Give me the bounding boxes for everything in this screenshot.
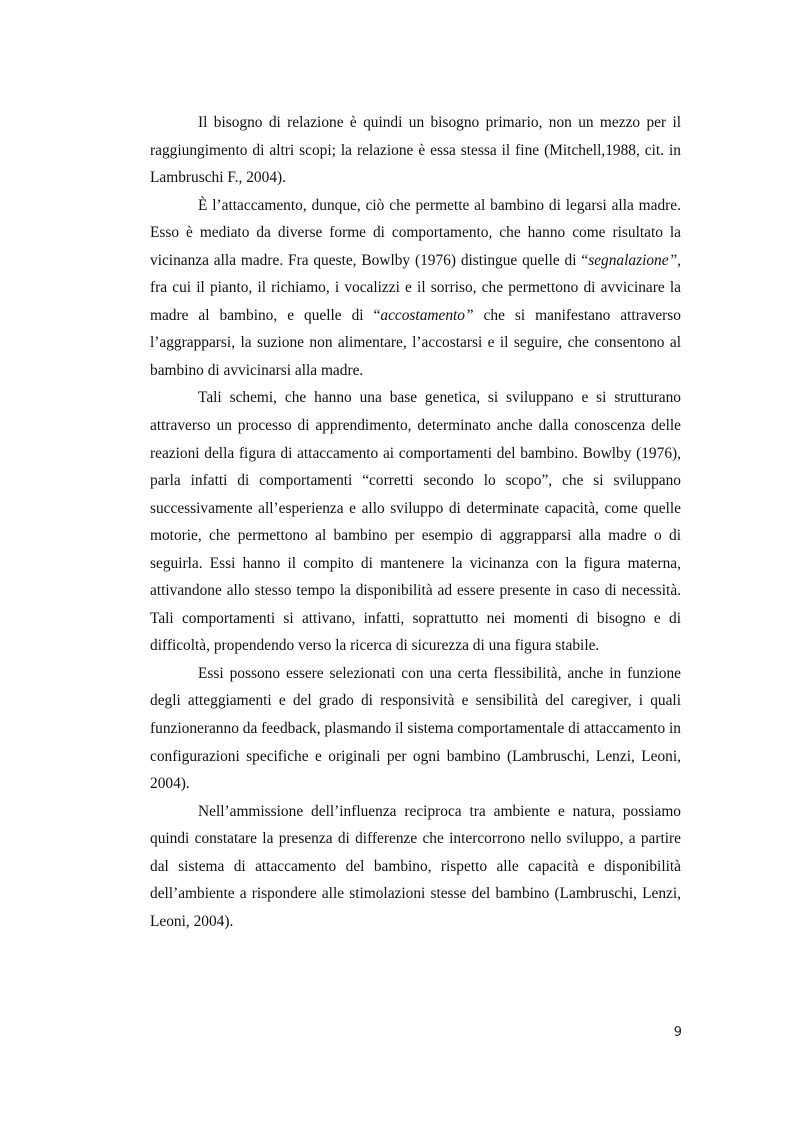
paragraph-3 — [150, 384, 681, 659]
paragraph-2-text: che si manifestano attraverso l’aggrapparsi, la suzione non alimentare, l’accostarsi e il seguire, che consentono al bambino di avvicinarsi alla madre. — [150, 306, 681, 379]
paragraph-5-text: Nell’ammissione dell’influenza reciproca tra ambiente e natura, possiamo quindi constatare la presenza di differenze che intercorrono nello sviluppo, a partire dal sistema di attaccamento del bambino, rispetto alle capacità e disponibilità dell’ambiente a rispondere alle stimolazioni stesse del bambino (Lambruschi, Lenzi, Leoni, 2004). — [150, 802, 681, 930]
body-text — [150, 109, 681, 935]
paragraph-1-text: Il bisogno di relazione è quindi un bisogno primario, non un mezzo per il raggiungimento di altri scopi; la relazione è essa stessa il fine (Mitchell,1988, cit. in Lambruschi F., 2004). — [150, 114, 681, 187]
paragraph-1 — [150, 109, 681, 192]
paragraph-4 — [150, 660, 681, 798]
paragraph-2-text: , fra cui il pianto, il richiamo, i vocalizzi e il sorriso, che permettono di avvicinare la madre al bambino, e quelle di “ — [150, 251, 681, 324]
paragraph-2 — [150, 192, 681, 385]
paragraph-3-text: Tali schemi, che hanno una base genetica, si sviluppano e si strutturano attraverso un processo di apprendimento, determinato anche dalla conoscenza delle reazioni della figura di attaccamento ai comportamenti del bambino. Bowlby (1976), parla infatti di comportamenti “corretti secondo lo scopo”, che si sviluppano successivamente all’esperienza e allo sviluppo di determinate capacità, come quelle motorie, che permettono al bambino per esempio di aggrapparsi alla madre o di seguirla. Essi hanno il compito di mantenere la vicinanza con la figura materna, attivandone allo stesso tempo la disponibilità ad essere presente in caso di necessità. Tali comportamenti si attivano, infatti, soprattutto nei momenti di bisogno e di difficoltà, propendendo verso la ricerca di sicurezza di una figura stabile. — [150, 389, 681, 655]
page-number: 9 — [673, 1025, 682, 1040]
paragraph-2-text: È l’attaccamento, dunque, ciò che permette al bambino di legarsi alla madre. Esso è mediato da diverse forme di comportamento, che hanno come risultato la vicinanza alla madre. Fra queste, Bowlby (1976) distingue quelle di “ — [150, 196, 681, 269]
paragraph-4-text: Essi possono essere selezionati con una certa flessibilità, anche in funzione degli atteggiamenti e del grado di responsività e sensibilità del caregiver, i quali funzioneranno da feedback, plasmando il sistema comportamentale di attaccamento in configurazioni specifiche e originali per ogni bambino (Lambruschi, Lenzi, Leoni, 2004). — [150, 664, 681, 793]
paragraph-5 — [150, 798, 681, 936]
paragraph-2-italic-term: accostamento” — [380, 306, 474, 324]
paragraph-2-italic-term: segnalazione” — [588, 251, 678, 269]
